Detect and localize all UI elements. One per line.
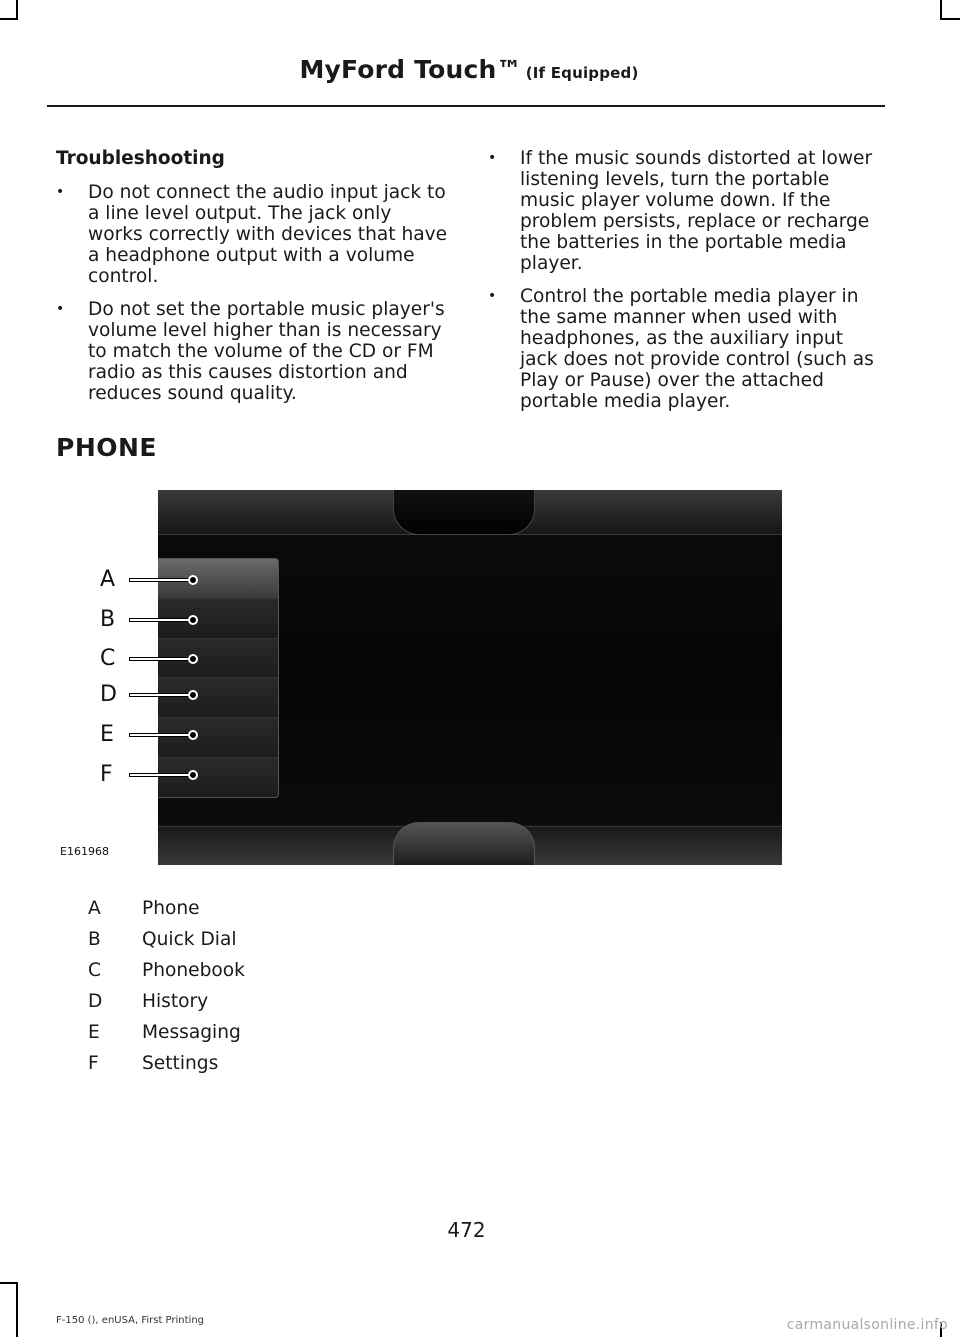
crop-mark <box>940 18 960 20</box>
callout-line <box>130 694 192 696</box>
callout-line <box>130 579 192 581</box>
bullet-item: • Control the portable media player in the same manner when used with headphones, as the auxiliary input jack does not provide control (such as Play or Pause) over the attached portable media player. <box>488 286 883 412</box>
left-bullet-list <box>56 182 451 404</box>
callout-line <box>130 774 192 776</box>
legend-key: B <box>88 929 101 950</box>
phone-section-heading: PHONE <box>56 433 157 462</box>
callout-f <box>60 762 210 787</box>
callout-b <box>60 607 210 632</box>
callout-e <box>60 722 210 747</box>
callout-dot <box>188 575 198 585</box>
legend-key: C <box>88 960 101 981</box>
callout-line <box>130 619 192 621</box>
legend-label: History <box>142 991 209 1012</box>
right-bullet-list <box>488 148 883 412</box>
header-subtitle: (If Equipped) <box>525 64 639 82</box>
callout-c <box>60 646 210 671</box>
callout-d <box>60 682 210 707</box>
troubleshooting-heading: Troubleshooting <box>56 148 225 169</box>
legend-key: E <box>88 1022 100 1043</box>
crop-mark <box>16 1282 18 1337</box>
bullet-item: • If the music sounds distorted at lower listening levels, turn the portable music player volume down. If the problem persists, replace or recharge the batteries in the portable media player. <box>488 148 883 274</box>
legend-key: D <box>88 991 103 1012</box>
legend-label: Messaging <box>142 1022 241 1043</box>
left-column <box>56 148 451 416</box>
footer-text: F-150 (), enUSA, First Printing <box>56 1315 205 1326</box>
callout-dot <box>188 654 198 664</box>
callout-dot <box>188 615 198 625</box>
callout-line <box>130 658 192 660</box>
header-rule <box>47 105 885 107</box>
phone-menu-illustration <box>158 558 279 798</box>
legend-label: Quick Dial <box>142 929 237 950</box>
callout-dot <box>188 730 198 740</box>
legend-label: Phonebook <box>142 960 245 981</box>
callout-a <box>60 567 210 592</box>
callout-letter: A <box>100 567 116 592</box>
callout-letter: B <box>100 607 116 632</box>
figure-id: E161968 <box>60 845 109 858</box>
legend-key: A <box>88 898 101 919</box>
callout-line <box>130 734 192 736</box>
callout-letter: C <box>100 646 116 671</box>
header-title-text: MyFord Touch™ <box>299 55 522 84</box>
phone-screen-figure <box>60 490 782 865</box>
page-header-title <box>0 55 938 84</box>
callout-letter: F <box>100 762 113 787</box>
touchscreen-illustration <box>158 490 782 865</box>
screen-top-tab <box>393 490 535 535</box>
bullet-item: • Do not connect the audio input jack to a line level output. The jack only works correctly with devices that have a headphone output with a volume control. <box>56 182 451 287</box>
legend-key: F <box>88 1053 99 1074</box>
legend-label: Settings <box>142 1053 219 1074</box>
callout-dot <box>188 690 198 700</box>
callout-letter: E <box>100 722 114 747</box>
page-number: 472 <box>447 1218 486 1242</box>
right-column <box>488 148 883 424</box>
bullet-item: • Do not set the portable music player's volume level higher than is necessary to match the volume of the CD or FM radio as this causes distortion and reduces sound quality. <box>56 299 451 404</box>
callout-dot <box>188 770 198 780</box>
watermark: carmanualsonline.info <box>786 1317 948 1333</box>
crop-mark <box>16 0 18 20</box>
crop-mark <box>0 1282 18 1284</box>
crop-mark <box>0 18 18 20</box>
screen-bottom-tab <box>393 822 535 865</box>
crop-mark <box>940 0 942 20</box>
callout-letter: D <box>100 682 117 707</box>
legend-label: Phone <box>142 898 200 919</box>
